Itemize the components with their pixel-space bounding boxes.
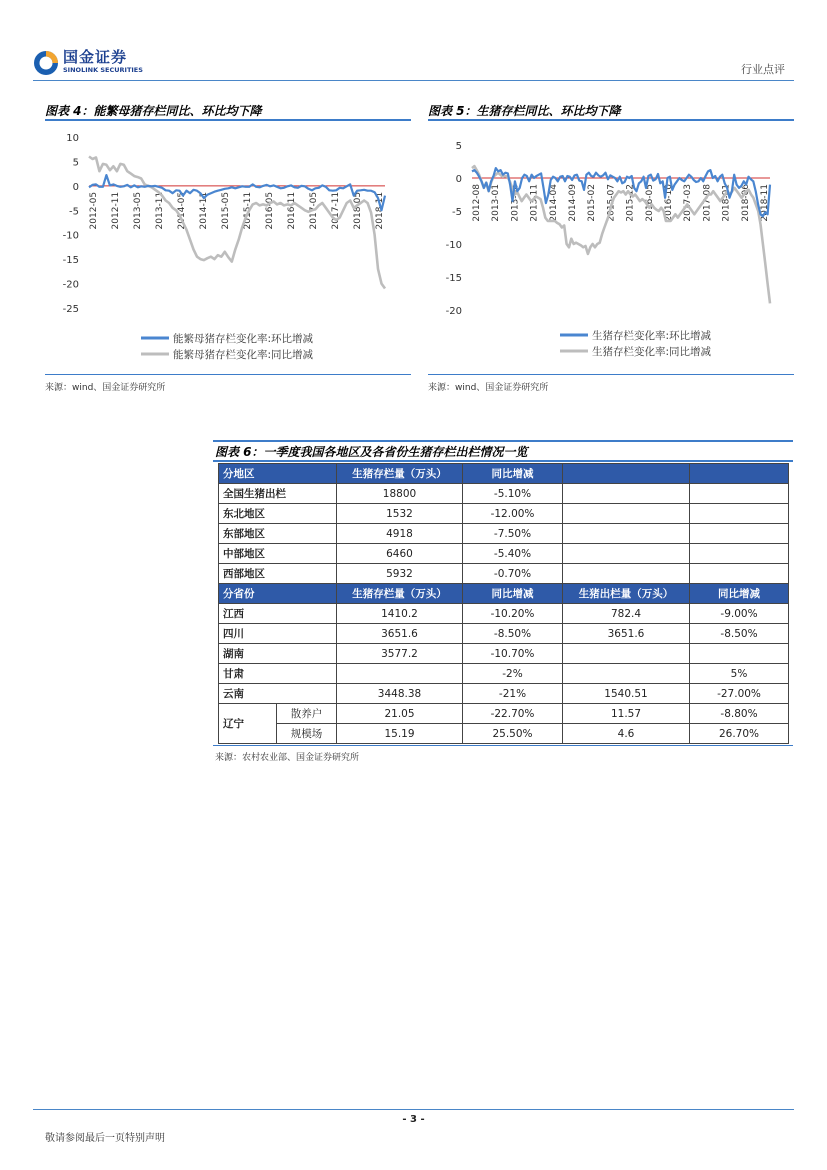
y-tick-label: 5 <box>455 141 462 152</box>
legend-entry: 生猪存栏变化率:环比增减 <box>592 330 712 342</box>
fig6-top-rule <box>213 440 793 442</box>
table-cell: 26.70% <box>690 724 789 744</box>
table-cell <box>563 484 690 504</box>
table-cell <box>690 544 789 564</box>
x-tick-label: 2012-05 <box>89 191 99 230</box>
table-cell: -7.50% <box>463 524 563 544</box>
table-cell <box>563 504 690 524</box>
table-cell <box>690 564 789 584</box>
table-cell: 4.6 <box>563 724 690 744</box>
x-tick-label: 2018-11 <box>375 191 385 230</box>
x-tick-label: 2013-11 <box>529 184 540 222</box>
table-row <box>219 604 789 624</box>
x-tick-label: 2015-05 <box>221 191 231 230</box>
table-row <box>219 724 789 744</box>
x-tick-label: 2017-03 <box>683 184 694 222</box>
table-cell: 5% <box>690 664 789 684</box>
x-tick-label: 2013-01 <box>491 184 502 222</box>
table-cell: 3651.6 <box>563 624 690 644</box>
row-label: 西部地区 <box>219 564 337 584</box>
footer-divider <box>33 1109 794 1110</box>
table-cell: 4918 <box>337 524 463 544</box>
row-label: 辽宁 <box>219 704 277 744</box>
fig5-title: 图表 5：生猪存栏同比、环比均下降 <box>428 104 621 118</box>
table-cell: -12.00% <box>463 504 563 524</box>
x-tick-label: 2014-11 <box>199 191 209 230</box>
table-cell: 21.05 <box>337 704 463 724</box>
legend-entry: 生猪存栏变化率:同比增减 <box>592 346 712 358</box>
table-cell: -21% <box>463 684 563 704</box>
table-row <box>219 664 789 684</box>
fig6-title: 图表 6：一季度我国各地区及各省份生猪存栏出栏情况一览 <box>215 445 528 459</box>
x-tick-label: 2017-05 <box>309 191 319 230</box>
y-tick-label: 5 <box>72 157 79 169</box>
table-cell: -5.10% <box>463 484 563 504</box>
table-cell <box>563 544 690 564</box>
header-cell <box>690 464 789 484</box>
fig5-source: 来源：wind、国金证券研究所 <box>428 383 549 393</box>
x-tick-label: 2018-11 <box>760 184 770 222</box>
row-label: 东部地区 <box>219 524 337 544</box>
table-row <box>219 624 789 644</box>
x-tick-label: 2013-05 <box>133 191 143 230</box>
table-row <box>219 484 789 504</box>
fig4-source: 来源：wind、国金证券研究所 <box>45 383 166 393</box>
table-row <box>219 644 789 664</box>
table-cell: -27.00% <box>690 684 789 704</box>
table-cell <box>563 664 690 684</box>
table-cell: 15.19 <box>337 724 463 744</box>
table-cell: -8.50% <box>463 624 563 644</box>
y-tick-label: 10 <box>66 133 79 144</box>
fig5-bottom-rule <box>428 374 794 375</box>
x-tick-label: 2016-05 <box>644 183 655 222</box>
x-tick-label: 2015-11 <box>243 191 253 230</box>
header-cell: 分地区 <box>219 464 337 484</box>
x-tick-label: 2013-11 <box>155 191 165 230</box>
table-cell: -0.70% <box>463 564 563 584</box>
x-tick-label: 2017-11 <box>331 191 341 230</box>
livestock-table <box>218 463 789 744</box>
fig6-bottom-rule <box>213 745 793 746</box>
table-row <box>219 524 789 544</box>
x-tick-label: 2016-11 <box>287 191 297 230</box>
fig5-title-rule <box>428 119 794 121</box>
y-tick-label: -10 <box>62 230 79 242</box>
header-cell: 同比增减 <box>690 584 789 604</box>
row-label: 四川 <box>219 624 337 644</box>
x-tick-label: 2012-11 <box>111 191 121 230</box>
row-label: 湖南 <box>219 644 337 664</box>
row-label: 东北地区 <box>219 504 337 524</box>
table-cell: 5932 <box>337 564 463 584</box>
table-cell <box>690 504 789 524</box>
table-cell: 18800 <box>337 484 463 504</box>
legend-entry: 能繁母猪存栏变化率:同比增减 <box>173 349 314 361</box>
y-tick-label: -15 <box>62 255 79 267</box>
y-tick-label: -25 <box>62 304 79 315</box>
x-tick-label: 2013-06 <box>510 184 521 222</box>
table-row <box>219 544 789 564</box>
y-tick-label: -5 <box>452 207 462 218</box>
footer-disclaimer: 敬请参阅最后一页特别声明 <box>45 1133 165 1144</box>
table-cell <box>690 524 789 544</box>
table-header-row <box>219 464 789 484</box>
fig4-title-rule <box>45 119 411 121</box>
y-tick-label: -5 <box>69 206 79 218</box>
table-cell: -22.70% <box>463 704 563 724</box>
x-tick-label: 2018-06 <box>740 184 751 222</box>
x-tick-label: 2015-12 <box>625 184 636 222</box>
header-cell: 同比增减 <box>463 464 563 484</box>
fig4-chart <box>45 122 411 372</box>
table-cell: -8.50% <box>690 624 789 644</box>
table-cell <box>563 564 690 584</box>
row-label: 云南 <box>219 684 337 704</box>
x-tick-label: 2014-04 <box>548 184 559 222</box>
table-header-row <box>219 584 789 604</box>
fig4-title: 图表 4：能繁母猪存栏同比、环比均下降 <box>45 104 262 118</box>
header-cell: 分省份 <box>219 584 337 604</box>
fig5-chart <box>428 122 794 372</box>
table-cell: 3448.38 <box>337 684 463 704</box>
sub-row-label: 散养户 <box>277 704 337 724</box>
header-cell: 生猪存栏量（万头） <box>337 584 463 604</box>
x-tick-label: 2016-05 <box>265 191 275 230</box>
x-tick-label: 2014-05 <box>177 191 187 230</box>
brand-logo-icon <box>33 50 59 76</box>
table-cell <box>563 524 690 544</box>
x-tick-label: 2015-07 <box>606 184 617 222</box>
sub-row-label: 规模场 <box>277 724 337 744</box>
x-tick-label: 2015-02 <box>587 184 598 222</box>
legend-entry: 能繁母猪存栏变化率:环比增减 <box>173 333 314 345</box>
y-tick-label: -20 <box>445 306 462 317</box>
row-label: 全国生猪出栏 <box>219 484 337 504</box>
x-tick-label: 2018-05 <box>353 191 363 230</box>
table-cell: 3577.2 <box>337 644 463 664</box>
row-label: 甘肃 <box>219 664 337 684</box>
fig6-source: 来源：农村农业部、国金证券研究所 <box>215 753 360 763</box>
table-row <box>219 564 789 584</box>
table-cell: 1410.2 <box>337 604 463 624</box>
header-divider <box>33 80 794 81</box>
table-cell: 25.50% <box>463 724 563 744</box>
table-cell: -9.00% <box>690 604 789 624</box>
y-tick-label: -20 <box>62 279 79 291</box>
page-number: - 3 - <box>402 1114 425 1125</box>
y-tick-label: 0 <box>455 174 462 185</box>
brand-name-cn: 国金证券 <box>63 48 128 66</box>
row-label: 中部地区 <box>219 544 337 564</box>
fig4-bottom-rule <box>45 374 411 375</box>
table-cell: -8.80% <box>690 704 789 724</box>
table-cell: 1532 <box>337 504 463 524</box>
brand-name-en: SINOLINK SECURITIES <box>63 66 143 74</box>
header-cell: 同比增减 <box>463 584 563 604</box>
table-row <box>219 704 789 724</box>
y-tick-label: -10 <box>445 240 462 251</box>
table-cell <box>563 644 690 664</box>
report-section-label: 行业点评 <box>741 63 785 76</box>
table-row <box>219 504 789 524</box>
x-tick-label: 2014-09 <box>568 184 578 222</box>
table-cell: 6460 <box>337 544 463 564</box>
fig6-title-rule <box>213 460 793 462</box>
y-tick-label: 0 <box>72 181 79 193</box>
table-cell <box>690 484 789 504</box>
header-cell: 生猪存栏量（万头） <box>337 464 463 484</box>
row-label: 江西 <box>219 604 337 624</box>
x-tick-label: 2017-08 <box>702 184 713 222</box>
table-cell: -10.20% <box>463 604 563 624</box>
table-cell: 3651.6 <box>337 624 463 644</box>
table-cell: 1540.51 <box>563 684 690 704</box>
table-cell: -2% <box>463 664 563 684</box>
table-row <box>219 684 789 704</box>
table-cell: 11.57 <box>563 704 690 724</box>
table-cell: -10.70% <box>463 644 563 664</box>
y-tick-label: -15 <box>445 273 462 284</box>
x-tick-label: 2012-08 <box>472 184 482 222</box>
table-cell <box>690 644 789 664</box>
x-tick-label: 2018-01 <box>721 184 732 222</box>
header-cell: 生猪出栏量（万头） <box>563 584 690 604</box>
header-cell <box>563 464 690 484</box>
x-tick-label: 2016-10 <box>664 184 674 222</box>
table-cell: 782.4 <box>563 604 690 624</box>
table-cell: -5.40% <box>463 544 563 564</box>
table-cell <box>337 664 463 684</box>
